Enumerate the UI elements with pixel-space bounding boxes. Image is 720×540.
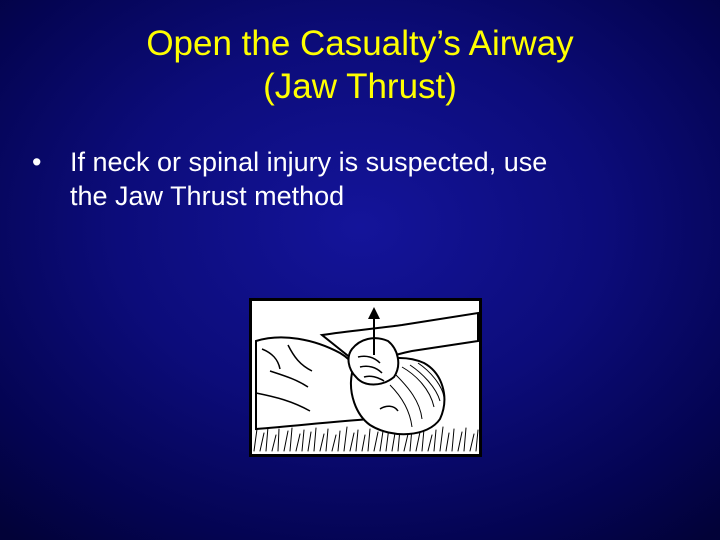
grass-strokes [254, 427, 478, 451]
jaw-thrust-illustration [249, 298, 482, 457]
bullet-text-line-1: If neck or spinal injury is suspected, use [70, 147, 548, 177]
title-line-1: Open the Casualty’s Airway [146, 24, 574, 63]
jaw-thrust-drawing [252, 301, 479, 454]
bullet-item [32, 145, 692, 213]
bullet-text-line-2: the Jaw Thrust method [70, 181, 345, 211]
bullet-list [32, 145, 692, 213]
title-line-2: (Jaw Thrust) [263, 67, 457, 106]
bullet-marker: • [32, 147, 42, 177]
slide-title [0, 22, 720, 108]
